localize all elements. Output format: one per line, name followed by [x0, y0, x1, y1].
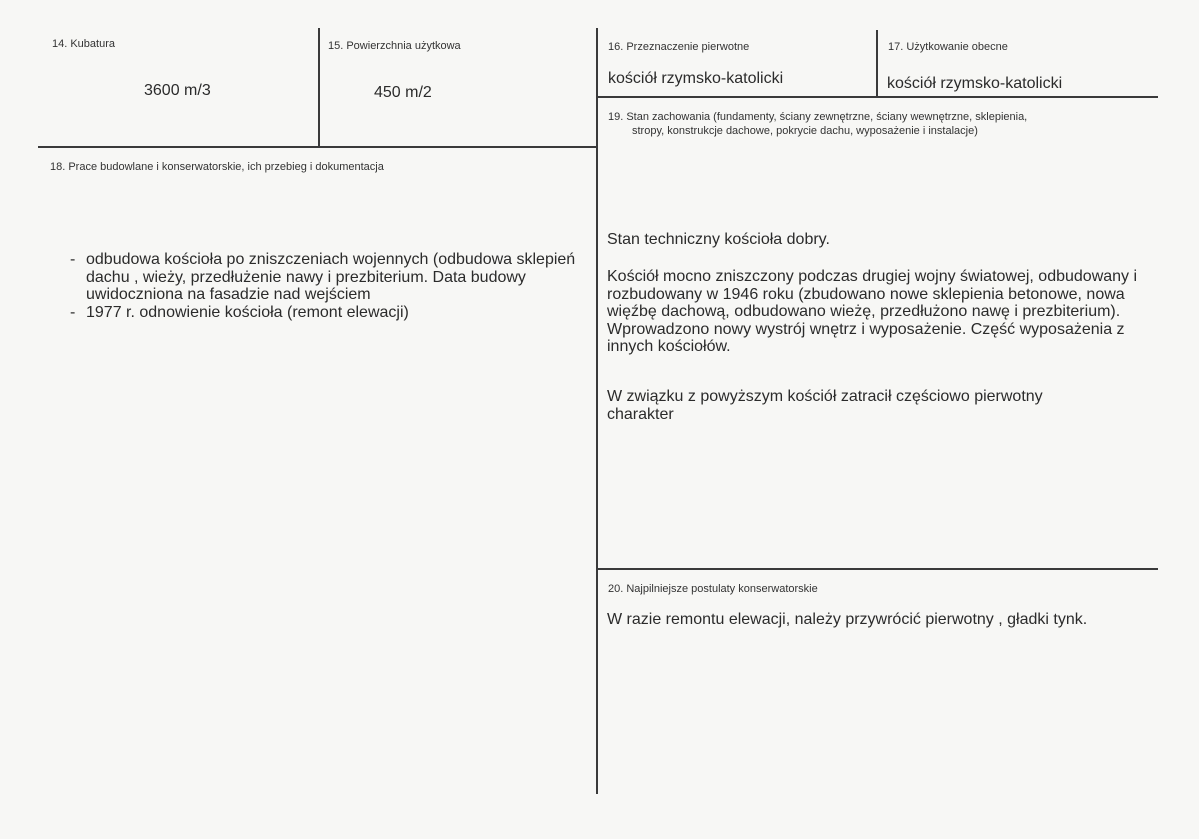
prace-label: 18. Prace budowlane i konserwatorskie, ich przebieg i dokumentacja	[50, 161, 384, 173]
prace-item	[66, 251, 586, 304]
powierzchnia-value: 450 m/2	[374, 84, 432, 101]
postulaty-label: 20. Najpilniejsze postulaty konserwatorskie	[608, 583, 818, 595]
divider-v-uzytkowanie	[876, 30, 878, 96]
prace-item	[66, 304, 586, 322]
kubatura-label: 14. Kubatura	[52, 38, 115, 50]
postulaty-text: W razie remontu elewacji, należy przywrócić pierwotny , gładki tynk.	[607, 611, 1088, 628]
prace-item-text: odbudowa kościoła po zniszczeniach wojennych (odbudowa sklepień dachu , wieży, przedłużenie nawy i prezbiterium. Data budowy uwidoczniona na fasadzie nad wejściem	[86, 251, 576, 303]
divider-v-kubatura	[318, 28, 320, 146]
divider-h-right-top	[596, 96, 1158, 98]
divider-v-main	[596, 28, 598, 794]
stan-label-line2: stropy, konstrukcje dachowe, pokrycie dachu, wyposażenie i instalacje)	[632, 125, 978, 137]
uzytkowanie-label: 17. Użytkowanie obecne	[888, 41, 1008, 53]
powierzchnia-label: 15. Powierzchnia użytkowa	[328, 40, 461, 52]
uzytkowanie-value: kościół rzymsko-katolicki	[887, 75, 1063, 92]
przeznaczenie-label: 16. Przeznaczenie pierwotne	[608, 41, 750, 53]
stan-label	[608, 110, 1153, 138]
stan-p1: Stan techniczny kościoła dobry.	[607, 231, 830, 248]
bullet-dash: -	[70, 251, 76, 268]
stan-label-line1: 19. Stan zachowania (fundamenty, ściany zewnętrzne, ściany wewnętrzne, sklepienia,	[608, 111, 1028, 123]
bullet-dash: -	[70, 303, 76, 321]
przeznaczenie-value: kościół rzymsko-katolicki	[608, 70, 784, 87]
stan-p2: Kościół mocno zniszczony podczas drugiej wojny światowej, odbudowany i rozbudowany w 1946 roku (zbudowano nowe sklepienia betonowe, nowa więźbę dachową, odbudowano wieżę, przedłużono nawę i prezbiterium). Wprowadzono nowy wystrój wnętrz i wyposażenie. Część wyposażenia z innych kościołów.	[607, 268, 1138, 355]
prace-list	[66, 251, 586, 321]
divider-h-right-mid	[596, 568, 1158, 570]
stan-p3: W związku z powyższym kościół zatracił częściowo pierwotny charakter	[607, 388, 1043, 423]
kubatura-value: 3600 m/3	[144, 82, 211, 99]
divider-h-left	[38, 146, 597, 148]
prace-item-text: 1977 r. odnowienie kościoła (remont elewacji)	[86, 303, 409, 321]
